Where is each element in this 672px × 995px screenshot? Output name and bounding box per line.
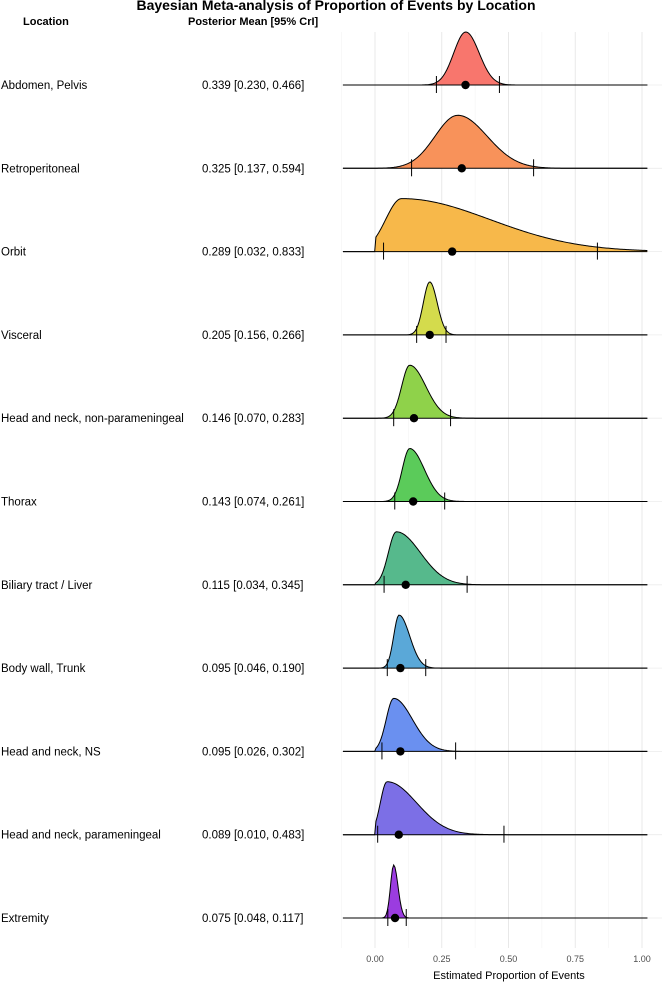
chart-title: Bayesian Meta-analysis of Proportion of Events by Location [136,0,536,13]
ridge-row [1,782,647,843]
density-fill [343,865,647,918]
posterior-summary-label: 0.289 [0.032, 0.833] [202,246,305,259]
location-label: Body wall, Trunk [1,663,86,676]
ridge-row [1,698,647,759]
x-tick-label: 0.50 [499,954,518,964]
posterior-summary-label: 0.115 [0.034, 0.345] [202,579,304,592]
posterior-mean-point [448,247,456,255]
x-axis [366,954,651,982]
posterior-summary-label: 0.146 [0.070, 0.283] [202,413,305,426]
posterior-mean-point [461,81,469,89]
density-outline [343,32,647,85]
location-label: Head and neck, non-parameningeal [1,413,184,426]
density-fill [343,32,647,85]
location-label: Abdomen, Pelvis [1,80,88,92]
density-outline [343,282,647,335]
density-fill [343,698,647,751]
density-fill [343,365,647,418]
density-fill [343,449,647,502]
location-label: Thorax [1,496,37,509]
posterior-mean-point [391,914,399,922]
posterior-summary-label: 0.339 [0.230, 0.466] [202,80,305,92]
posterior-summary-label: 0.325 [0.137, 0.594] [202,163,305,176]
x-tick-label: 0.25 [432,954,451,964]
ridge-row [1,32,647,93]
posterior-mean-point [402,581,410,589]
posterior-mean-point [409,497,417,505]
x-tick-label: 0.00 [366,954,384,964]
ridge-row [1,282,647,343]
ridgeline-rows [1,32,647,926]
location-label: Head and neck, NS [1,746,101,759]
location-label: Biliary tract / Liver [1,579,93,592]
posterior-summary-label: 0.089 [0.010, 0.483] [202,829,305,842]
posterior-mean-point [458,164,466,172]
ridge-row [1,865,647,926]
posterior-summary-label: 0.205 [0.156, 0.266] [202,329,305,342]
posterior-mean-point [396,747,404,755]
ridge-row [1,115,647,176]
ridge-row [1,199,647,260]
x-tick-label: 1.00 [633,954,651,964]
location-label: Retroperitoneal [1,163,80,176]
posterior-mean-point [426,331,434,339]
posterior-mean-point [410,414,418,422]
ridge-row [1,449,647,510]
density-fill [343,782,647,835]
posterior-summary-label: 0.095 [0.026, 0.302] [202,746,305,759]
ridge-row [1,532,647,593]
ridge-row [1,615,647,676]
ridge-row [1,365,647,426]
location-label: Extremity [1,913,49,925]
density-fill [343,532,647,585]
posterior-summary-label: 0.095 [0.046, 0.190] [202,663,305,676]
posterior-mean-point [395,831,403,839]
posterior-summary-label: 0.143 [0.074, 0.261] [202,496,305,509]
density-fill [343,115,647,168]
posterior-mean-column-header: Posterior Mean [95% CrI] [188,16,319,28]
density-fill [343,199,647,252]
location-label: Visceral [1,329,42,342]
location-label: Orbit [1,246,26,259]
density-outline [343,365,647,418]
density-outline [343,449,647,502]
x-axis-title: Estimated Proportion of Events [433,970,585,982]
location-label: Head and neck, parameningeal [1,829,161,842]
density-fill [343,282,647,335]
posterior-summary-label: 0.075 [0.048, 0.117] [202,913,304,925]
location-column-header: Location [23,16,69,28]
density-outline [343,615,647,668]
x-tick-label: 0.75 [566,954,585,964]
posterior-mean-point [396,664,404,672]
